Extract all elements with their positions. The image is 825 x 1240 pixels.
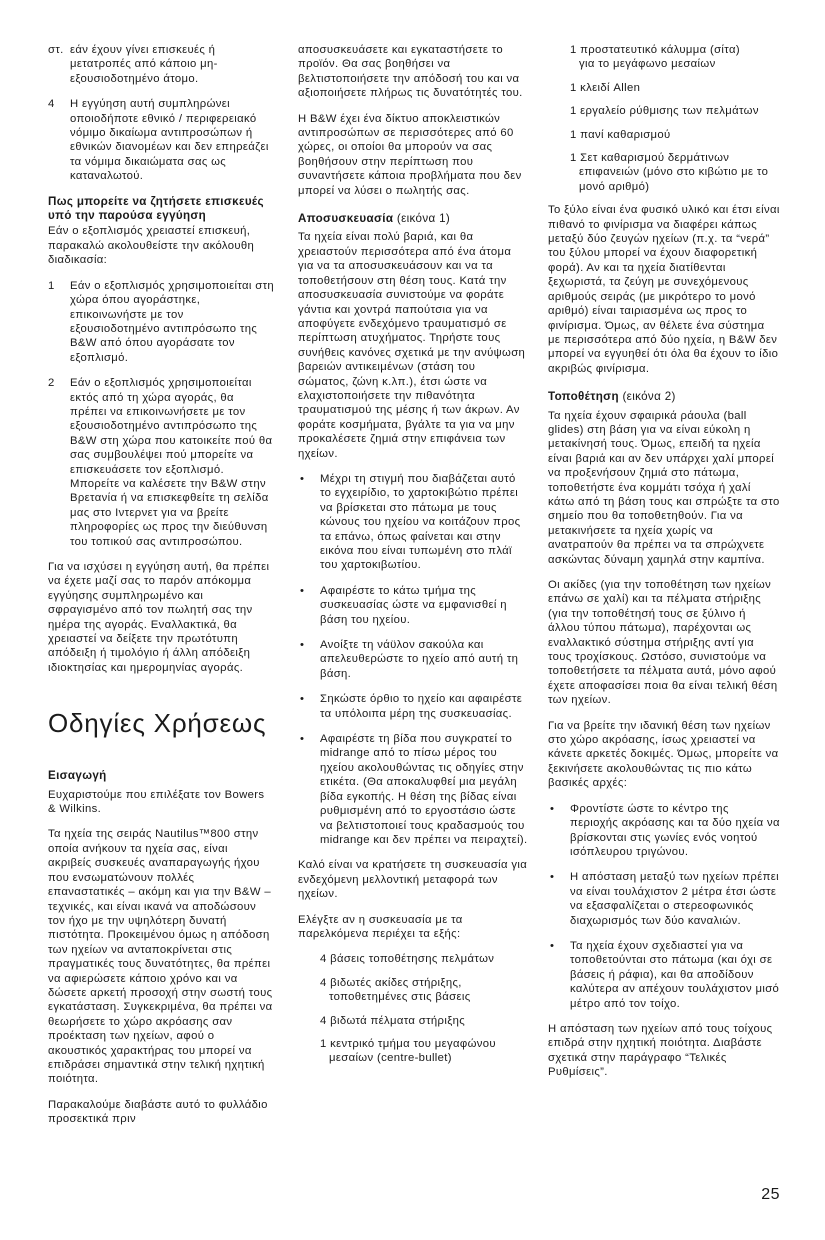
accessory-text: 1 εργαλείο ρύθμισης των πελμάτων <box>570 105 759 118</box>
placement-heading-text: Τοποθέτηση <box>548 390 619 404</box>
accessory-text-continued: για το μεγάφωνο μεσαίων <box>579 58 716 71</box>
accessory-text: 1 κλειδί Allen <box>570 81 641 94</box>
repairs-heading: Πως μπορείτε να ζητήσετε επισκευές υπό την παρούσα εγγύηση <box>48 194 264 223</box>
accessory-text: 4 βάσεις τοποθέτησης πελμάτων <box>320 953 495 966</box>
repairs-step-1 <box>48 279 274 365</box>
bullet-marker: • <box>550 871 555 884</box>
warranty-item-st <box>48 43 274 86</box>
bullet-text: Ανοίξτε τη νάϋλον σακούλα και απελευθερώστε το ηχείο από αυτή τη βάση. <box>320 639 519 680</box>
column-2 <box>298 43 528 1075</box>
unpack-bullet-2 <box>298 584 528 627</box>
intro-heading: Εισαγωγή <box>48 769 107 783</box>
spikes-paragraph: Οι ακίδες (για την τοποθέτηση των ηχείων επάνω σε χαλί) και τα πέλματα στήριξης (για την τοποθέτησή τους σε ξύλινο ή άλλου τύπου πάτωμα), παρέχονται ως εναλλακτικό σύστημα στήριξης αντί για τους τροχίσκους. Ωστόσο, συνιστούμε να τοποθετήσετε τα πέλματα αυτά, μόνο αφού έχετε αποφασίσει ποια θα είναι τελική θέση των ηχείων. <box>548 579 778 707</box>
bullet-text: Μέχρι τη στιγμή που διαβάζεται αυτό το εγχειρίδιο, το χαρτοκιβώτιο πρέπει να βρίσκεται στο πάτωμα με τους κώνους του ηχείου να κοιτάζουν προς τα επάνω, όπως φαίνεται και στην εικόνα που είναι τυπωμένη στο πλάϊ του χαρτοκιβωτίου. <box>320 472 521 572</box>
bullet-text: Σηκώστε όρθιο το ηχείο και αφαιρέστε τα υπόλοιπα μέρη της συσκευασίας. <box>320 693 523 720</box>
bullet-marker: • <box>300 693 305 706</box>
accessory-item <box>548 151 780 194</box>
accessory-text: 1 Σετ καθαρισμού δερμάτινων <box>570 152 730 165</box>
bullet-marker: • <box>300 733 305 746</box>
bullet-marker: • <box>300 584 305 597</box>
accessory-item <box>298 952 528 966</box>
accessory-text: 1 προστατευτικό κάλυμμα (σίτα) <box>570 44 740 56</box>
repairs-intro-paragraph: Εάν ο εξοπλισμός χρειαστεί επισκευή, παρακαλώ ακολουθείστε την ακόλουθη διαδικασία: <box>48 225 255 267</box>
accessory-item <box>548 128 780 142</box>
check-accessories-paragraph: Ελέγξτε αν η συσκευασία με τα παρελκόμενα περιέχει τα εξής: <box>298 913 463 940</box>
accessory-text: 4 βιδωτά πέλματα στήριξης <box>320 1014 466 1027</box>
accessory-text: 4 βιδωτές ακίδες στήριξης, <box>320 976 462 989</box>
unpacking-heading-text: Αποσυσκευασία <box>298 212 394 226</box>
placement-bullet-1 <box>548 802 780 860</box>
item-marker: στ. <box>48 44 64 56</box>
placement-bullet-3 <box>548 939 780 1011</box>
accessory-text-continued: τοποθετημένες στις βάσεις <box>329 991 471 1004</box>
accessory-text: 1 κεντρικό τμήμα του μεγαφώνου <box>320 1037 496 1050</box>
bullet-text: Φροντίστε ώστε το κέντρο της περιοχής ακρόασης και τα δύο ηχεία να βρίσκονται στις γωνίες ενός νοητού ισόπλευρου τριγώνου. <box>570 802 780 858</box>
glides-paragraph: Τα ηχεία έχουν σφαιρικά ράουλα (ball glides) στη βάση για να είναι εύκολη η μετακίνησή τους. Όμως, επειδή τα ηχεία είναι βαριά και αν δεν υπάρχει χαλί μπορεί να προξενήσουν ζημιά στο πάτωμα, τοποθετήστε ένα κομμάτι τσόχα ή χαλί κάτω από τη βάση τους και σπρώξτε τα στο σημείο που θα τοποθετηθούν. Για να μετακινήσετε τα ηχεία χωρίς να ανατραπούν θα πρέπει να τα σπρώχνετε ασκώντας δύναμη χαμηλά στην καμπίνα. <box>548 409 780 566</box>
keep-packaging-paragraph: Καλό είναι να κρατήσετε τη συσκευασία για ενδεχόμενη μελλοντική μεταφορά των ηχείων. <box>298 859 528 901</box>
accessory-item <box>548 104 780 118</box>
column-3 <box>548 43 780 1091</box>
bullet-text: Τα ηχεία έχουν σχεδιαστεί για να τοποθετούνται στο πάτωμα (και όχι σε βάσεις ή ράφια), και θα αποδίδουν καλύτερα αν απέχουν τουλάχιστον μισό μέτρο από τον τοίχο. <box>570 939 780 1010</box>
unpack-bullet-3 <box>298 638 528 681</box>
nautilus-paragraph: Τα ηχεία της σειράς Nautilus™800 στην οποία ανήκουν τα ηχεία σας, είναι ακριβείς συσκευές αναπαραγωγής ήχου που ενσωματώνουν πολλές επαναστατικές – ακόμη και για την B&W – τεχνικές, και είναι ικανά να αποδώσουν τον ήχο με την υψηλότερη δυνατή πιστότητα. Προκειμένου όμως η απόδοση των ηχείων να ανταποκρίνεται στις πραγματικές τους δυνατότητες, θα πρέπει να αφιερώσετε κάποιο χρόνο και να δώσετε αρκετή προσοχή στην σωστή τους εγκατάσταση. Συγκεκριμένα, θα πρέπει να θεωρήσετε το χώρο ακρόασης σαν προέκταση των ηχείων, αφού ο ακουστικός χαρακτήρας του μπορεί να επιδράσει σημαντικά στην τελική ηχητική ποιότητα. <box>48 828 273 1086</box>
page-number: 25 <box>761 1186 780 1203</box>
page-title: Οδηγίες Χρήσεως <box>48 708 267 739</box>
accessory-item <box>548 81 780 95</box>
item-marker: 1 <box>48 279 55 292</box>
read-paragraph: Παρακαλούμε διαβάστε αυτό το φυλλάδιο προσεκτικά πριν <box>48 1098 268 1126</box>
bullet-marker: • <box>300 639 305 652</box>
thanks-paragraph: Ευχαριστούμε που επιλέξατε τον Bowers & Wilkins. <box>48 788 265 816</box>
heavy-paragraph: Τα ηχεία είναι πολύ βαριά, και θα χρειαστούν περισσότερα από ένα άτομα για να τα αποσυσκευάσουν και να τα τοποθετήσουν στη θέση τους. Κατά την αποσυσκευασία συνιστούμε να φοράτε γάντια και χοντρά παπούτσια για να αποφύγετε ενδεχόμενο τραυματισμό σε περίπτωση ατυχήματος. Τηρήστε τους συνήθεις κανόνες σχετικά με την ανύψωση βαρειών αντικειμένων (στάση του σώματος, ζώνη κ.λπ.), έτσι ώστε να ελαχιστοποιήσετε την πιθανότητα τραυματισμού της μέσης ή των άκρων. Αν φοράτε κοσμήματα, βγάλτε τα για να μην προκαλέσετε ζημιά στην επιφάνεια των ηχείων. <box>298 231 526 460</box>
accessory-item <box>298 976 528 1005</box>
item-text: Η εγγύηση αυτή συμπληρώνει οποιοδήποτε εθνικό / περιφερειακό νόμιμο δικαίωμα αντιπροσώπων ή εθνικών διανομέων και δεν επηρεάζει τα νόμιμα δικαιώματα σας ως καταναλωτού. <box>70 98 269 183</box>
ideal-position-paragraph: Για να βρείτε την ιδανική θέση των ηχείων στο χώρο ακρόασης, ίσως χρειαστεί να κάνετε αρκετές δοκιμές. Όμως, μπορείτε να ξεκινήσετε ακολουθώντας τις πιο κάτω βασικές αρχές: <box>548 719 779 790</box>
continued-paragraph: αποσυσκευάσετε και εγκαταστήσετε το προϊόν. Θα σας βοηθήσει να βελτιστοποιήσετε την απόδοσή του και να αξιοποιήσετε πλήρως τις δυνατότητές του. <box>298 44 523 100</box>
accessory-text-continued: μεσαίων (centre-bullet) <box>329 1052 452 1065</box>
bullet-marker: • <box>550 939 555 952</box>
bullet-marker: • <box>550 802 555 815</box>
accessory-item <box>298 1037 528 1066</box>
accessory-text: 1 πανί καθαρισμού <box>570 128 671 141</box>
wood-paragraph: Το ξύλο είναι ένα φυσικό υλικό και έτσι είναι πιθανό το φινίρισμα να διαφέρει κάπως μεταξύ δύο ζευγών ηχείων (π.χ. τα “νερά” του ξύλου μπορεί να έχουν διαφορετική φορά). Αν και τα ηχεία διατίθενται ξεχωριστά, τα ζεύγη με συνεχόμενους αριθμούς σειράς (με μικρότερο το μονό αριθμό) είναι ταιριασμένα ως προς το φινίρισμα. Όμως, αν θέλετε ένα σύστημα με περισσότερα από δύο ηχεία, η B&W δεν μπορεί να εγγυηθεί ότι όλα θα έχουν το ίδιο ακριβώς φινίρισμα. <box>548 204 780 375</box>
bullet-marker: • <box>300 472 305 485</box>
accessory-item <box>298 1014 528 1028</box>
placement-bullet-2 <box>548 870 780 928</box>
item-text: Εάν ο εξοπλισμός χρησιμοποιείται στη χώρα όπου αγοράστηκε, επικοινωνήστε με τον εξουσιοδοτημένο αντιπρόσωπο της B&W από όπου αγοράσατε τον εξοπλισμό. <box>70 279 275 364</box>
figure-reference: (εικόνα 2) <box>622 390 676 404</box>
item-text: Εάν ο εξοπλισμός χρησιμοποιείται εκτός από τη χώρα αγοράς, θα πρέπει να επικοινωνήσετε με τον εξουσιοδοτημένο αντιπρόσωπο της B&W στη χώρα που κατοικείτε πού θα σας συμβουλέψει πού μπορείτε να επισκευάσετε τον εξοπλισμό. Μπορείτε να καλέσετε την B&W στην Βρετανία ή να επισκεφθείτε τη σελίδα μας στο Ιντερνετ για να βρείτε πληροφορίες ως προς την διεύθυνση του τοπικού σας αντιπροσώπου. <box>70 377 273 548</box>
item-text: εάν έχουν γίνει επισκευές ή μετατροπές από κάποιο μη-εξουσιοδοτημένο άτομο. <box>70 44 218 85</box>
figure-reference: (εικόνα 1) <box>396 212 451 226</box>
repairs-step-2 <box>48 376 274 549</box>
accessory-text-continued: επιφανειών (μόνο στο κιβώτιο με το μονό αριθμό) <box>579 166 769 193</box>
unpacking-heading <box>298 212 528 226</box>
bullet-text: Αφαιρέστε το κάτω τμήμα της συσκευασίας ώστε να εμφανισθεί η βάση του ηχείου. <box>320 584 507 626</box>
unpack-bullet-5 <box>298 732 528 847</box>
column-1 <box>48 43 274 1138</box>
bullet-text: Η απόσταση μεταξύ των ηχείων πρέπει να είναι τουλάχιστον 2 μέτρα έτσι ώστε να εξασφαλίζεται ο στερεοφωνικός διαχωρισμός των δύο καναλιών. <box>570 871 779 927</box>
unpack-bullet-1 <box>298 472 528 573</box>
bullet-text: Αφαιρέστε τη βίδα που συγκρατεί το midrange από το πίσω μέρος του ηχείου ακολουθώντας τις οδηγίες στην ετικέτα. (Θα αποκαλυφθεί μια μεγάλη βίδα εγκοπής. Η θέση της βίδας είναι ρυθμισμένη από το εργοστάσιο ώστε να βελτιστοποιεί τους κραδασμούς του midrange και δεν πρέπει να πειραχτεί). <box>320 733 528 846</box>
validity-paragraph: Για να ισχύσει η εγγύηση αυτή, θα πρέπει να έχετε μαζί σας το παρόν απόκομμα εγγύησης συμπληρωμένο και σφραγισμένο από τον πωλητή σας την ημέρα της αγοράς. Εναλλακτικά, θα χρειαστεί να δείξετε την πρωτότυπη απόδειξη ή τιμολόγιο ή άλλη απόδειξη ιδιοκτησίας και ημερομηνίας αγοράς. <box>48 561 270 674</box>
warranty-item-4 <box>48 97 274 183</box>
item-marker: 2 <box>48 377 55 390</box>
wall-distance-paragraph: Η απόσταση των ηχείων από τους τοίχους επιδρά στην ηχητική ποιότητα. Διαβάστε σχετικά στην παράγραφο “Τελικές Ρυθμίσεις”. <box>548 1022 773 1079</box>
placement-heading <box>548 390 780 404</box>
accessory-item <box>548 43 780 72</box>
item-marker: 4 <box>48 98 55 111</box>
network-paragraph: Η B&W έχει ένα δίκτυο αποκλειστικών αντιπροσώπων σε περισσότερες από 60 χώρες, οι οποίοι θα μπορούν να σας βοηθήσουν στην περίπτωση που συναντήσετε κάποια προβλήματα που δεν μπορεί να λύσει ο πωλητής σας. <box>298 112 522 197</box>
unpack-bullet-4 <box>298 692 528 721</box>
